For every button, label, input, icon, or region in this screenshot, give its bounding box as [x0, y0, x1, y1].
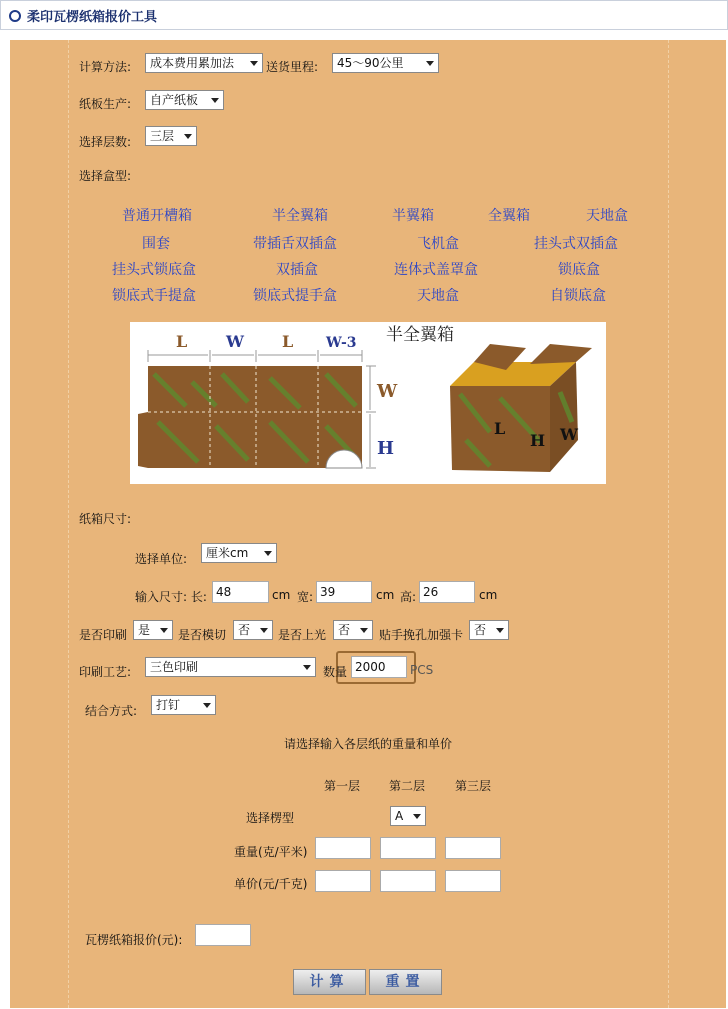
width-input[interactable] [316, 581, 372, 603]
chevron-down-icon [426, 61, 434, 66]
height-unit: cm [479, 588, 498, 602]
binding-select-value: 打钉 [156, 698, 181, 712]
diagram-caption: 半全翼箱 [386, 325, 454, 345]
quantity-label: 数量 [323, 665, 348, 679]
print-select-value: 是 [138, 623, 151, 637]
flute-label: 选择楞型 [246, 811, 295, 825]
chevron-down-icon [360, 628, 368, 633]
chevron-down-icon [496, 628, 504, 633]
hole-label: 贴手挽孔加强卡 [379, 628, 464, 642]
distance-select-value: 45～90公里 [337, 56, 404, 70]
boxtype-link[interactable]: 带插舌双插盒 [253, 236, 337, 252]
unit-select[interactable] [201, 543, 277, 563]
hole-select-value: 否 [474, 623, 487, 637]
quote-output[interactable] [195, 924, 251, 946]
length-input-value: 48 [216, 585, 232, 599]
method-select[interactable] [145, 53, 263, 73]
process-select[interactable] [145, 657, 316, 677]
width-input-value: 39 [320, 585, 336, 599]
boxtype-link[interactable]: 围套 [142, 236, 170, 252]
page-title: 柔印瓦楞纸箱报价工具 [27, 10, 158, 25]
price-input-3[interactable] [445, 870, 501, 892]
gloss-select[interactable] [333, 620, 373, 640]
weight-input-2[interactable] [380, 837, 436, 859]
box-label-h: H [530, 431, 546, 450]
board-label: 纸板生产: [79, 97, 132, 111]
quantity-unit: PCS [410, 663, 434, 677]
gloss-label: 是否上光 [278, 628, 327, 642]
quote-label: 瓦楞纸箱报价(元): [85, 933, 183, 947]
chevron-down-icon [211, 98, 219, 103]
box-diagram [130, 322, 606, 484]
binding-select[interactable] [151, 695, 216, 715]
boxtype-link[interactable]: 锁底盒 [558, 262, 600, 278]
calculate-button[interactable]: 计算 [293, 969, 366, 995]
method-select-value: 成本费用累加法 [150, 56, 235, 70]
flute-select[interactable] [390, 806, 426, 826]
side-label-h: H [377, 438, 395, 459]
box-label-l: L [494, 419, 506, 438]
circle-icon [9, 10, 21, 22]
boxtype-link[interactable]: 自锁底盒 [550, 288, 606, 304]
boxtype-link[interactable]: 天地盒 [586, 208, 628, 224]
print-select[interactable] [133, 620, 173, 640]
dim-label-l: L [176, 332, 188, 351]
boxtype-link[interactable]: 普通开槽箱 [122, 208, 192, 224]
weight-input-1[interactable] [315, 837, 371, 859]
price-input-2[interactable] [380, 870, 436, 892]
price-label: 单价(元/千克) [234, 877, 308, 891]
boxtype-link[interactable]: 半翼箱 [392, 208, 434, 224]
price-input-1[interactable] [315, 870, 371, 892]
boxtype-link[interactable]: 飞机盒 [417, 236, 459, 252]
boxtype-label: 选择盒型: [79, 169, 132, 183]
distance-label: 送货里程: [266, 60, 319, 74]
dim-label-l2: L [282, 332, 294, 351]
box-label-w: W [560, 425, 578, 444]
dim-label-w: W [226, 332, 244, 351]
layer-header-1: 第一层 [324, 779, 361, 793]
weight-input-3[interactable] [445, 837, 501, 859]
length-unit: cm [272, 588, 291, 602]
chevron-down-icon [260, 628, 268, 633]
chevron-down-icon [413, 814, 421, 819]
boxtype-link[interactable]: 挂头式双插盒 [534, 236, 618, 252]
process-label: 印刷工艺: [79, 665, 132, 679]
print-label: 是否印刷 [79, 628, 128, 642]
width-label: 宽: [297, 590, 314, 604]
gloss-select-value: 否 [338, 623, 351, 637]
divider [668, 40, 669, 1008]
unit-label: 选择单位: [135, 552, 188, 566]
distance-select[interactable] [332, 53, 439, 73]
length-input[interactable] [212, 581, 269, 603]
dim-label-w3: W-3 [326, 335, 357, 351]
die-label: 是否模切 [178, 628, 227, 642]
layer-header-3: 第三层 [455, 779, 492, 793]
chevron-down-icon [250, 61, 258, 66]
board-select[interactable] [145, 90, 224, 110]
boxtype-link[interactable]: 全翼箱 [488, 208, 530, 224]
process-select-value: 三色印刷 [150, 660, 199, 674]
chevron-down-icon [203, 703, 211, 708]
boxtype-link[interactable]: 半全翼箱 [272, 208, 328, 224]
boxtype-link[interactable]: 天地盒 [417, 288, 459, 304]
height-input-value: 26 [423, 585, 439, 599]
chevron-down-icon [184, 134, 192, 139]
method-label: 计算方法: [79, 60, 132, 74]
boxtype-link[interactable]: 连体式盖罩盒 [394, 262, 478, 278]
divider [68, 40, 69, 1008]
chevron-down-icon [303, 665, 311, 670]
width-unit: cm [376, 588, 395, 602]
reset-button[interactable]: 重置 [369, 969, 442, 995]
boxtype-link[interactable]: 锁底式提手盒 [253, 288, 337, 304]
height-label: 高: [400, 590, 417, 604]
layers-prompt: 请选择输入各层纸的重量和单价 [284, 737, 453, 751]
binding-label: 结合方式: [85, 704, 138, 718]
layers-select[interactable] [145, 126, 197, 146]
die-select-value: 否 [238, 623, 251, 637]
flute-select-value: A [395, 809, 404, 823]
boxtype-link[interactable]: 锁底式手提盒 [112, 288, 196, 304]
quantity-input-value: 2000 [355, 660, 386, 674]
boxtype-link[interactable]: 挂头式锁底盒 [112, 262, 196, 278]
side-label-w: W [377, 381, 398, 402]
weight-label: 重量(克/平米) [234, 845, 308, 859]
hole-select[interactable] [469, 620, 509, 640]
chevron-down-icon [160, 628, 168, 633]
title-bar [0, 0, 728, 30]
box-diagram-svg [130, 322, 606, 484]
layers-select-value: 三层 [150, 129, 175, 143]
size-label: 纸箱尺寸: [79, 512, 132, 526]
unit-select-value: 厘米cm [206, 546, 249, 560]
boxtype-link[interactable]: 双插盒 [276, 262, 318, 278]
board-select-value: 自产纸板 [150, 93, 199, 107]
layers-label: 选择层数: [79, 135, 132, 149]
input-size-label: 输入尺寸: 长: [135, 590, 207, 604]
height-input[interactable] [419, 581, 475, 603]
quantity-input[interactable] [351, 656, 407, 678]
layer-header-2: 第二层 [389, 779, 426, 793]
chevron-down-icon [264, 551, 272, 556]
die-select[interactable] [233, 620, 273, 640]
